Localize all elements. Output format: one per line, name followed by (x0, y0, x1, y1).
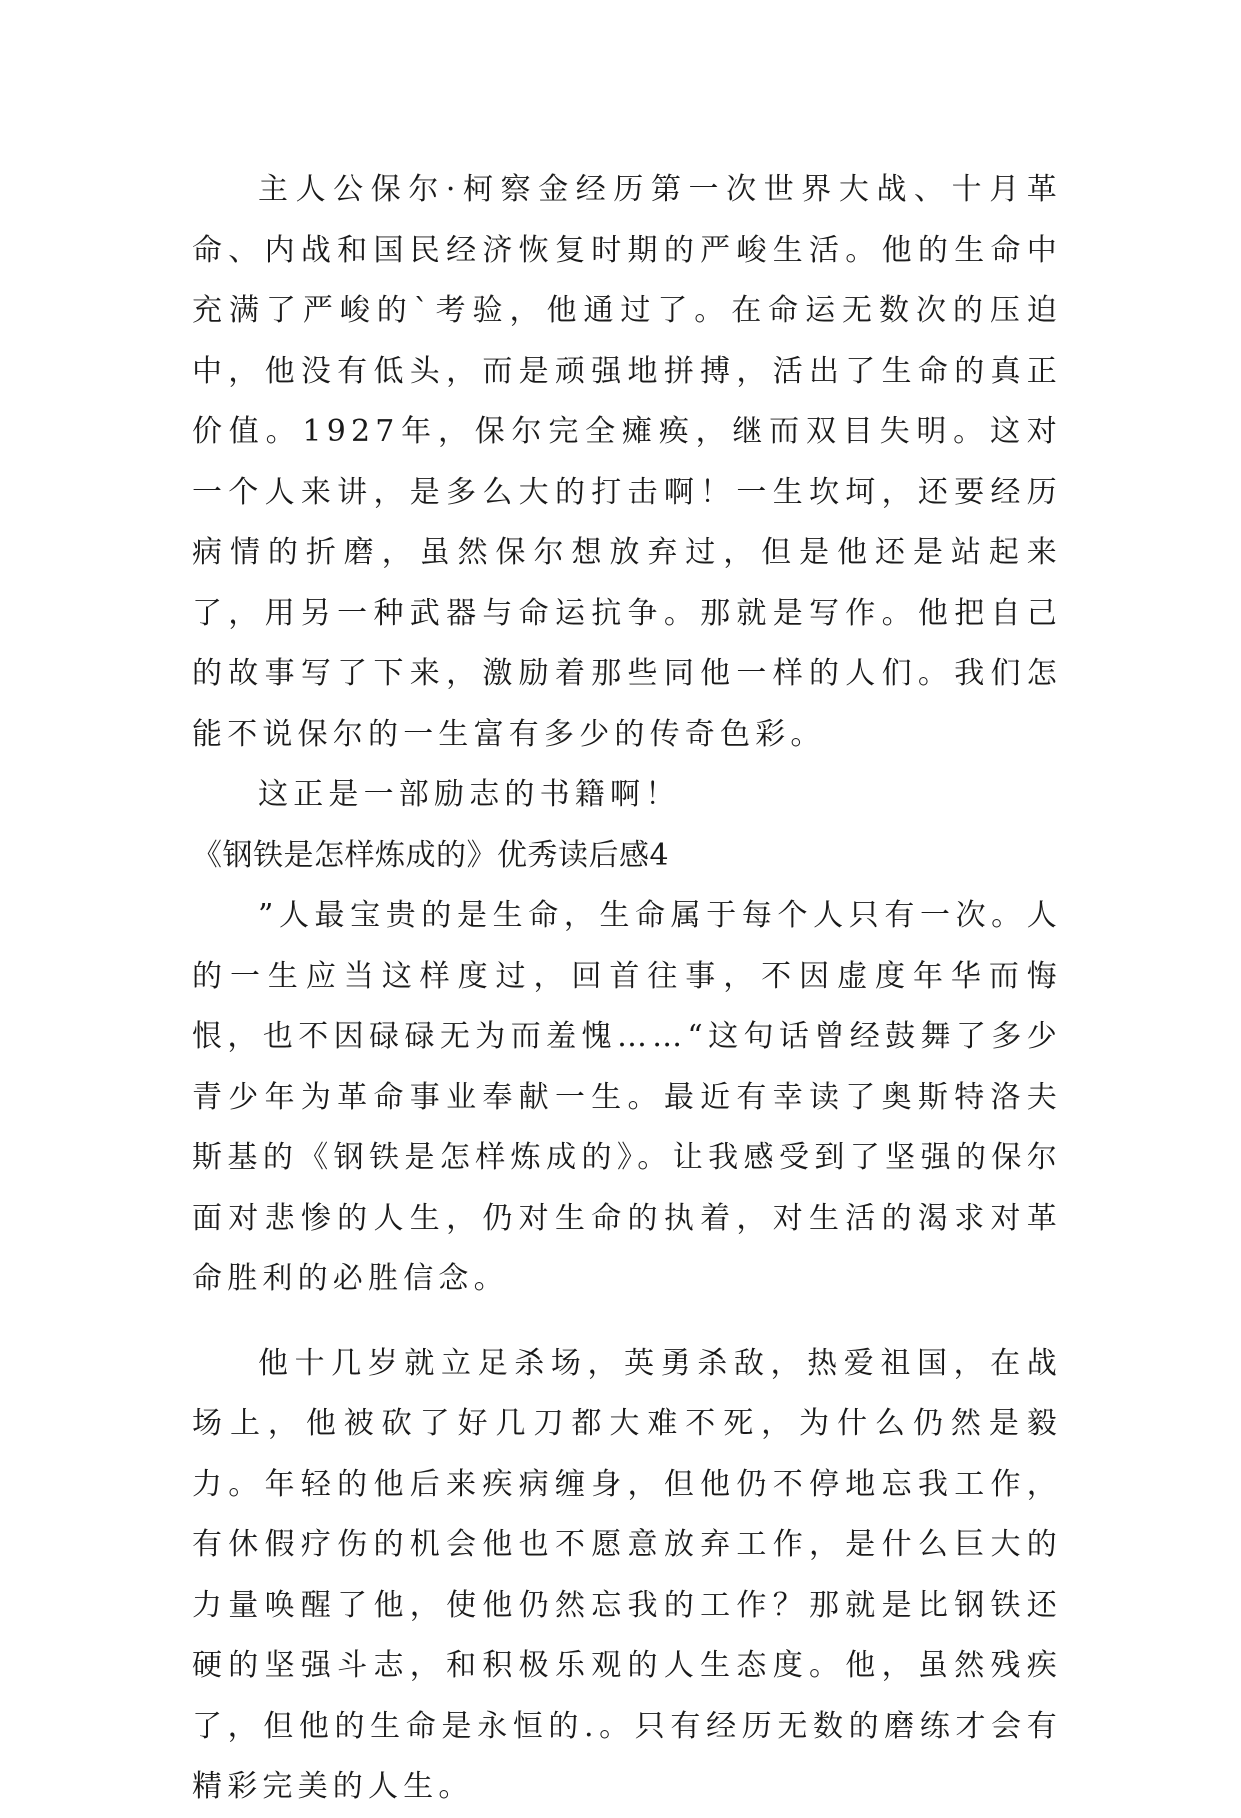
section-title: 《钢铁是怎样炼成的》优秀读后感4 (192, 837, 670, 873)
paragraph-perseverance: 他十几岁就立足杀场，英勇杀敌，热爱祖国，在战场上，他被砍了好几刀都大难不死，为什么仍然是毅力。年轻的他后来疾病缠身，但他仍不停地忘我工作，有休假疗伤的机会他也不愿意放弃工作，是什么巨大的力量唤醒了他，使他仍然忘我的工作？那就是比钢铁还硬的坚强斗志，和积极乐观的人生态度。他，虽然残疾了，但他的生命是永恒的.。只有经历无数的磨练才会有精彩完美的人生。 (192, 1345, 1062, 1804)
paragraph-pavel-life: 主人公保尔·柯察金经历第一次世界大战、十月革命、内战和国民经济恢复时期的严峻生活。他的生命中充满了严峻的`考验，他通过了。在命运无数次的压迫中，他没有低头，而是顽强地拼搏，活出了生命的真正价值。1927年，保尔完全瘫痪，继而双目失明。这对一个人来讲，是多么大的打击啊！一生坎坷，还要经历病情的折磨，虽然保尔想放弃过，但是他还是站起来了，用另一种武器与命运抗争。那就是写作。他把自己的故事写了下来，激励着那些同他一样的人们。我们怎能不说保尔的一生富有多少的传奇色彩。 (192, 172, 1062, 752)
document-body (192, 160, 1062, 1818)
paragraph-life-quote: ”人最宝贵的是生命，生命属于每个人只有一次。人的一生应当这样度过，回首往事，不因虚度年华而悔恨，也不因碌碌无为而羞愧……“这句话曾经鼓舞了多少青少年为革命事业奉献一生。最近有幸读了奥斯特洛夫斯基的《钢铁是怎样炼成的》。让我感受到了坚强的保尔面对悲惨的人生，仍对生命的执着，对生活的渴求对革命胜利的必胜信念。 (192, 898, 1062, 1296)
paragraph-inspirational-book: 这正是一部励志的书籍啊！ (258, 777, 681, 812)
